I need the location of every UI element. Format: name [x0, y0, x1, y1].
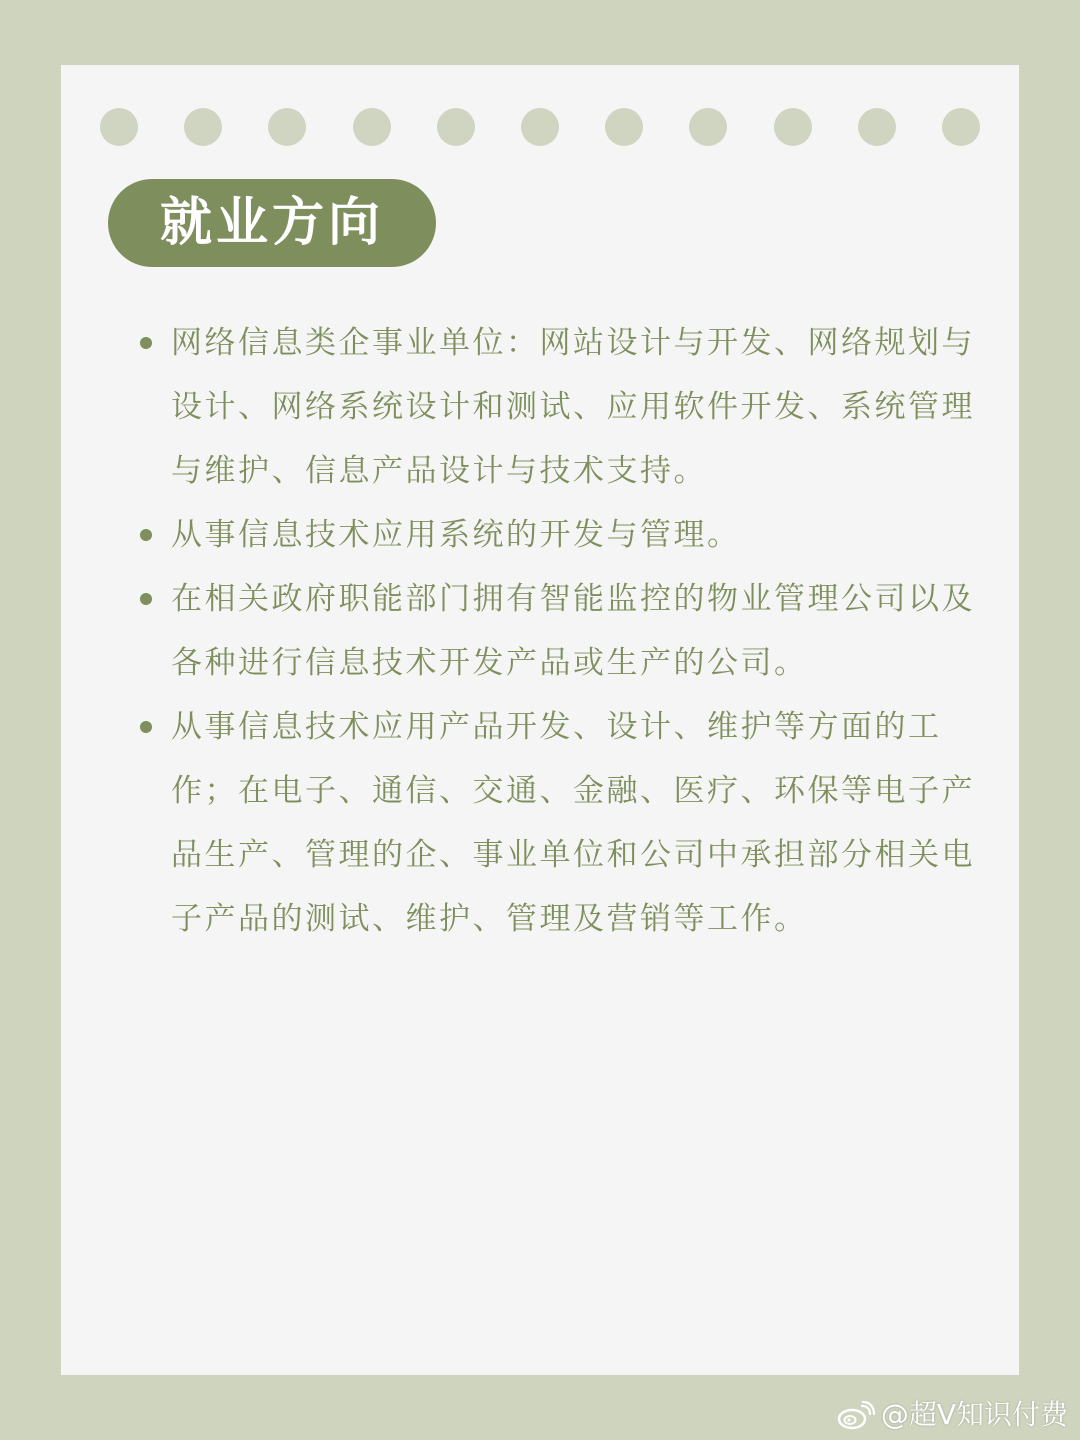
list-item-text: 网络信息类企事业单位：网站设计与开发、网络规划与设计、网络系统设计和测试、应用软件开发、系统管理与维护、信息产品设计与技术支持。 — [171, 325, 975, 489]
title-badge — [108, 179, 436, 267]
bullet-icon — [140, 337, 152, 349]
binder-hole — [521, 108, 559, 146]
career-direction-list — [137, 311, 975, 951]
binder-hole — [353, 108, 391, 146]
list-item — [137, 695, 975, 951]
list-item — [137, 567, 975, 695]
binder-hole — [100, 108, 138, 146]
list-item-text: 从事信息技术应用产品开发、设计、维护等方面的工作；在电子、通信、交通、金融、医疗、环保等电子产品生产、管理的企、事业单位和公司中承担部分相关电子产品的测试、维护、管理及营销等工作。 — [171, 709, 975, 937]
binder-hole — [437, 108, 475, 146]
list-item-text: 在相关政府职能部门拥有智能监控的物业管理公司以及各种进行信息技术开发产品或生产的公司。 — [171, 581, 975, 681]
bullet-icon — [140, 529, 152, 541]
list-item — [137, 311, 975, 503]
binder-hole — [184, 108, 222, 146]
weibo-icon — [835, 1400, 875, 1430]
binder-hole — [689, 108, 727, 146]
note-card — [61, 65, 1019, 1375]
list-item-text: 从事信息技术应用系统的开发与管理。 — [171, 517, 741, 553]
list-item — [137, 503, 975, 567]
binder-hole — [605, 108, 643, 146]
binder-hole — [268, 108, 306, 146]
bullet-icon — [140, 593, 152, 605]
watermark — [835, 1400, 1068, 1430]
page-title: 就业方向 — [159, 193, 384, 253]
watermark-text: @超V知识付费 — [880, 1398, 1068, 1431]
binder-hole — [774, 108, 812, 146]
binder-hole — [858, 108, 896, 146]
binder-hole — [942, 108, 980, 146]
bullet-icon — [140, 721, 152, 733]
binder-holes — [100, 108, 980, 146]
